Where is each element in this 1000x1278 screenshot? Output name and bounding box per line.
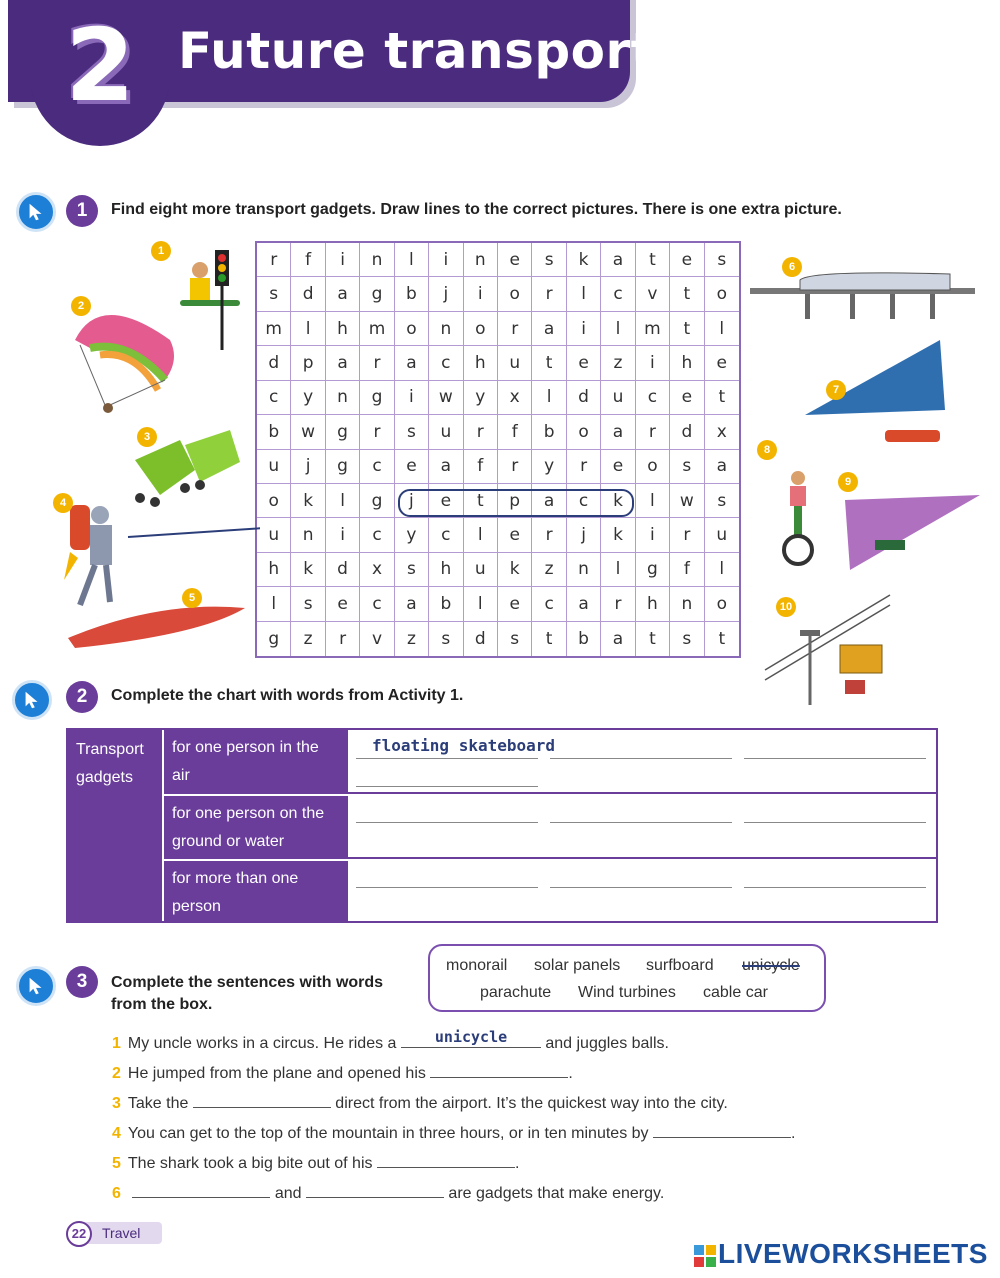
grid-cell[interactable]: e xyxy=(601,450,635,484)
grid-cell[interactable]: t xyxy=(718,628,726,649)
grid-cell[interactable]: m xyxy=(257,312,291,346)
sentence-text: direct from the airport. It’s the quickest way into the city. xyxy=(335,1095,728,1112)
grid-cell[interactable]: c xyxy=(360,587,394,621)
answer-line[interactable] xyxy=(356,786,538,787)
word-box-item: Wind turbines xyxy=(578,984,676,1001)
grid-cell[interactable]: h xyxy=(257,553,291,587)
section-tab: Travel xyxy=(80,1222,162,1244)
grid-cell[interactable]: d xyxy=(567,381,601,415)
grid-cell[interactable]: e xyxy=(498,518,532,552)
grid-cell[interactable]: n xyxy=(326,381,360,415)
grid-cell[interactable]: n xyxy=(291,518,325,552)
grid-cell[interactable]: z xyxy=(532,553,566,587)
grid-cell[interactable]: d xyxy=(670,415,704,449)
grid-cell[interactable]: w xyxy=(429,381,463,415)
grid-cell[interactable]: k xyxy=(567,243,601,277)
left-pictures xyxy=(40,230,260,670)
grid-cell[interactable]: i xyxy=(567,312,601,346)
sentence-number: 5 xyxy=(112,1155,121,1172)
grid-cell[interactable]: l xyxy=(705,553,739,587)
grid-cell[interactable]: d xyxy=(257,346,291,380)
picture-number: 10 xyxy=(776,597,796,617)
grid-cell[interactable]: g xyxy=(326,450,360,484)
chart-row-label: for one person on the ground or water xyxy=(164,794,348,857)
activity-number: 3 xyxy=(66,966,98,998)
grid-cell[interactable]: a xyxy=(567,587,601,621)
sentence xyxy=(112,1092,728,1113)
grid-cell[interactable]: l xyxy=(291,312,325,346)
chart-answer[interactable]: floating skateboard xyxy=(372,736,556,755)
grid-cell[interactable]: r xyxy=(464,415,498,449)
grid-cell[interactable]: o xyxy=(395,312,429,346)
surfboard-picture xyxy=(68,607,245,648)
grid-cell[interactable]: e xyxy=(498,243,532,277)
sentence-text: The shark took a big bite out of his xyxy=(127,1155,373,1172)
grid-cell[interactable]: c xyxy=(532,587,566,621)
sentence-text: . xyxy=(791,1125,796,1142)
grid-cell[interactable]: y xyxy=(464,381,498,415)
grid-cell[interactable]: u xyxy=(498,346,532,380)
grid-cell[interactable]: t xyxy=(636,243,670,277)
grid-cell[interactable]: e xyxy=(498,587,532,621)
grid-cell[interactable]: f xyxy=(498,415,532,449)
grid-cell[interactable]: r xyxy=(567,450,601,484)
word-box-item: parachute xyxy=(480,984,552,1001)
grid-cell[interactable]: a xyxy=(601,415,635,449)
grid-cell[interactable]: g xyxy=(360,381,394,415)
chart-row-label: for one person in the air xyxy=(164,730,348,792)
picture-number: 1 xyxy=(151,241,171,261)
word-box-item-used: unicycle xyxy=(742,957,800,974)
answer-line[interactable] xyxy=(550,822,732,823)
grid-cell[interactable]: t xyxy=(636,622,670,656)
grid-cell[interactable]: b xyxy=(257,415,291,449)
sentence-number: 6 xyxy=(112,1185,121,1202)
hang-glider-picture xyxy=(845,495,980,570)
answer-line[interactable] xyxy=(550,887,732,888)
grid-cell[interactable]: i xyxy=(636,518,670,552)
grid-cell[interactable]: a xyxy=(532,484,566,518)
activity-instruction: Complete the chart with words from Activity 1. xyxy=(111,687,464,704)
brand-name: LIVEWORKSHEETS xyxy=(718,1238,988,1269)
grid-cell[interactable]: e xyxy=(705,346,739,380)
grid-cell[interactable]: x xyxy=(498,381,532,415)
grid-cell[interactable]: j xyxy=(291,450,325,484)
picture-number: 5 xyxy=(182,588,202,608)
grid-cell[interactable]: d xyxy=(291,277,325,311)
sentence-text: . xyxy=(568,1065,573,1082)
word-box-item: surfboard xyxy=(646,957,714,974)
grid-cell[interactable]: u xyxy=(257,450,291,484)
word-box-item: cable car xyxy=(703,984,768,1001)
grid-cell[interactable]: k xyxy=(601,518,635,552)
grid-cell[interactable]: t xyxy=(464,484,498,518)
grid-cell[interactable]: i xyxy=(326,243,360,277)
brand-logo xyxy=(694,1238,988,1270)
grid-cell[interactable]: r xyxy=(532,277,566,311)
grid-cell[interactable]: x xyxy=(360,553,394,587)
grid-cell[interactable]: y xyxy=(532,450,566,484)
activity-instruction: Find eight more transport gadgets. Draw lines to the correct pictures. There is one extra picture. xyxy=(111,201,842,218)
picture-number: 8 xyxy=(757,440,777,460)
grid-cell[interactable]: k xyxy=(498,553,532,587)
grid-cell[interactable]: n xyxy=(360,243,394,277)
grid-cell[interactable]: a xyxy=(326,277,360,311)
grid-cell[interactable]: u xyxy=(257,518,291,552)
grid-cell[interactable]: e xyxy=(395,450,429,484)
grid-cell[interactable]: j xyxy=(567,518,601,552)
grid-cell[interactable]: o xyxy=(567,415,601,449)
grid-cell[interactable]: c xyxy=(601,277,635,311)
picture-number: 4 xyxy=(53,493,73,513)
grid-cell[interactable]: r xyxy=(326,622,360,656)
grid-cell[interactable]: l xyxy=(636,484,670,518)
chart-row xyxy=(164,794,938,859)
right-pictures xyxy=(750,250,990,720)
sentence xyxy=(112,1152,519,1173)
grid-cell[interactable]: r xyxy=(636,415,670,449)
grid-cell[interactable]: n xyxy=(464,243,498,277)
grid-cell[interactable]: h xyxy=(636,587,670,621)
grid-cell[interactable]: r xyxy=(532,518,566,552)
grid-cell[interactable]: s xyxy=(395,553,429,587)
sentence xyxy=(112,1182,664,1203)
chart-row-label: for more than one person xyxy=(164,859,348,921)
sentence-number: 3 xyxy=(112,1095,121,1112)
grid-cell[interactable]: s xyxy=(291,587,325,621)
jetpack-picture xyxy=(64,505,260,605)
grid-cell[interactable]: o xyxy=(498,277,532,311)
activity-number: 2 xyxy=(66,681,98,713)
grid-cell[interactable]: k xyxy=(601,484,635,518)
answer-blank[interactable] xyxy=(377,1152,515,1168)
grid-cell[interactable]: z xyxy=(291,622,325,656)
grid-cell[interactable]: n xyxy=(567,553,601,587)
sentence-text: and juggles balls. xyxy=(545,1035,669,1052)
answer-line[interactable] xyxy=(356,887,538,888)
sentence-number: 4 xyxy=(112,1125,121,1142)
liveworksheets-icon xyxy=(694,1245,716,1267)
sentence xyxy=(112,1122,795,1143)
answer-text: unicycle xyxy=(434,1028,508,1046)
grid-cell[interactable]: e xyxy=(670,381,704,415)
grid-cell[interactable]: p xyxy=(291,346,325,380)
answer-blank[interactable] xyxy=(193,1092,331,1108)
grid-cell[interactable]: s xyxy=(429,622,463,656)
grid-cell[interactable]: i xyxy=(464,277,498,311)
grid-cell[interactable]: l xyxy=(464,518,498,552)
sentence xyxy=(112,1028,669,1053)
grid-cell[interactable]: c xyxy=(429,346,463,380)
grid-cell[interactable]: z xyxy=(601,346,635,380)
grid-cell[interactable]: d xyxy=(464,622,498,656)
picture-number: 7 xyxy=(826,380,846,400)
grid-cell[interactable]: n xyxy=(429,312,463,346)
grid-cell[interactable]: b xyxy=(429,587,463,621)
grid-cell[interactable]: h xyxy=(670,346,704,380)
sentence-text: My uncle works in a circus. He rides a xyxy=(127,1035,397,1052)
grid-cell[interactable]: r xyxy=(360,346,394,380)
grid-cell[interactable]: r xyxy=(257,243,291,277)
grid-cell[interactable]: u xyxy=(464,553,498,587)
grid-cell[interactable]: l xyxy=(532,381,566,415)
grid-cell[interactable]: b xyxy=(567,622,601,656)
grid-cell[interactable]: k xyxy=(291,484,325,518)
word-box xyxy=(428,944,826,1012)
grid-cell[interactable]: g xyxy=(360,277,394,311)
parachute-picture xyxy=(75,315,174,413)
grid-cell[interactable]: g xyxy=(636,553,670,587)
answer-blank[interactable] xyxy=(132,1182,270,1198)
grid-cell[interactable]: i xyxy=(326,518,360,552)
answer-line[interactable] xyxy=(744,758,926,759)
grid-cell[interactable]: l xyxy=(601,553,635,587)
picture-number: 3 xyxy=(137,427,157,447)
grid-cell[interactable]: f xyxy=(291,243,325,277)
picture-number: 6 xyxy=(782,257,802,277)
grid-cell[interactable]: v xyxy=(360,622,394,656)
grid-cell[interactable]: r xyxy=(601,587,635,621)
grid-cell[interactable]: f xyxy=(464,450,498,484)
grid-cell[interactable]: y xyxy=(395,518,429,552)
grid-cell[interactable]: l xyxy=(705,312,739,346)
grid-cell[interactable]: g xyxy=(326,415,360,449)
grid-cell[interactable]: i xyxy=(429,243,463,277)
grid-cell[interactable]: z xyxy=(395,622,429,656)
grid-cell[interactable]: s xyxy=(670,450,704,484)
grid-cell[interactable]: i xyxy=(636,346,670,380)
floating-skateboard-picture xyxy=(180,250,240,350)
grid-cell[interactable]: s xyxy=(395,415,429,449)
grid-cell[interactable]: g xyxy=(360,484,394,518)
answer-line[interactable] xyxy=(356,758,538,759)
grid-cell[interactable]: s xyxy=(705,243,739,277)
grid-cell[interactable]: p xyxy=(498,484,532,518)
sentence-number: 2 xyxy=(112,1065,121,1082)
grid-cell[interactable]: j xyxy=(395,484,429,518)
grid-cell[interactable]: t xyxy=(532,346,566,380)
grid-cell[interactable]: a xyxy=(429,450,463,484)
answer-line[interactable] xyxy=(744,887,926,888)
grid-cell[interactable]: a xyxy=(395,587,429,621)
grid-cell[interactable]: x xyxy=(705,415,739,449)
grid-cell[interactable]: v xyxy=(636,277,670,311)
grid-cell[interactable]: c xyxy=(567,484,601,518)
transport-chart xyxy=(66,728,938,923)
chart-header: Transport gadgets xyxy=(68,730,164,921)
grid-cell[interactable]: l xyxy=(567,277,601,311)
grid-cell[interactable]: c xyxy=(429,518,463,552)
page-number: 22 xyxy=(66,1221,92,1247)
page-title: Future transport xyxy=(178,22,656,80)
grid-cell[interactable]: h xyxy=(464,346,498,380)
sentence-text: You can get to the top of the mountain in three hours, or in ten minutes by xyxy=(127,1125,649,1142)
grid-cell[interactable]: r xyxy=(498,450,532,484)
grid-cell[interactable]: w xyxy=(291,415,325,449)
grid-cell[interactable]: s xyxy=(705,484,739,518)
sentence-text: He jumped from the plane and opened his xyxy=(127,1065,426,1082)
grid-cell[interactable]: a xyxy=(395,346,429,380)
grid-cell[interactable]: m xyxy=(636,312,670,346)
grid-cell[interactable]: u xyxy=(429,415,463,449)
cursor-icon[interactable] xyxy=(12,680,52,720)
grid-cell[interactable]: a xyxy=(601,622,635,656)
chart-row xyxy=(164,859,938,921)
word-search-grid[interactable] xyxy=(255,241,741,658)
monorail-picture xyxy=(750,273,975,319)
grid-cell[interactable]: c xyxy=(360,518,394,552)
grid-cell[interactable]: s xyxy=(670,622,704,656)
answer-blank[interactable] xyxy=(653,1122,791,1138)
picture-number: 2 xyxy=(71,296,91,316)
grid-cell[interactable]: a xyxy=(601,243,635,277)
grid-cell[interactable]: t xyxy=(670,312,704,346)
grid-cell[interactable]: d xyxy=(326,553,360,587)
sentence-text: are gadgets that make energy. xyxy=(448,1185,665,1202)
cursor-icon[interactable] xyxy=(16,192,56,232)
grid-cell[interactable]: k xyxy=(291,553,325,587)
picture-number: 9 xyxy=(838,472,858,492)
unit-number: 2 xyxy=(65,7,135,124)
grid-cell[interactable]: e xyxy=(567,346,601,380)
grid-cell[interactable]: l xyxy=(326,484,360,518)
grid-cell[interactable]: e xyxy=(429,484,463,518)
answer-blank[interactable] xyxy=(430,1062,568,1078)
word-box-item: solar panels xyxy=(534,957,621,974)
grid-cell[interactable]: r xyxy=(670,518,704,552)
sentence-text: Take the xyxy=(127,1095,189,1112)
grid-cell[interactable]: n xyxy=(670,587,704,621)
sentence xyxy=(112,1062,573,1083)
sentence-number: 1 xyxy=(112,1035,121,1052)
activity-instruction: Complete the sentences with words from the box. xyxy=(111,974,384,1013)
grid-cell[interactable]: t xyxy=(705,381,739,415)
jetpack-answer-ring xyxy=(398,489,634,517)
grid-cell[interactable]: l xyxy=(395,243,429,277)
grid-cell[interactable]: u xyxy=(601,381,635,415)
answer-blank[interactable] xyxy=(306,1182,444,1198)
unicycle-picture xyxy=(784,471,812,564)
word-box-item: monorail xyxy=(446,957,508,974)
grid-cell[interactable]: o xyxy=(464,312,498,346)
grid-cell[interactable]: i xyxy=(395,381,429,415)
sentence-text: . xyxy=(514,1155,520,1172)
grid-cell[interactable]: o xyxy=(636,450,670,484)
cursor-icon[interactable] xyxy=(16,966,56,1006)
grid-cell[interactable]: c xyxy=(257,381,291,415)
grid-cell[interactable]: a xyxy=(532,312,566,346)
grid-cell[interactable]: u xyxy=(705,518,739,552)
grid-cell[interactable]: c xyxy=(360,450,394,484)
answer-blank[interactable] xyxy=(401,1028,541,1048)
grid-cell[interactable]: r xyxy=(498,312,532,346)
grid-cell[interactable]: t xyxy=(670,277,704,311)
grid-cell[interactable]: t xyxy=(532,622,566,656)
answer-line[interactable] xyxy=(744,822,926,823)
grid-cell[interactable]: b xyxy=(532,415,566,449)
answer-line[interactable] xyxy=(356,822,538,823)
grid-cell[interactable]: b xyxy=(395,277,429,311)
grid-cell[interactable]: y xyxy=(291,381,325,415)
grid-cell[interactable]: s xyxy=(532,243,566,277)
grid-cell[interactable]: l xyxy=(601,312,635,346)
grid-cell[interactable]: l xyxy=(464,587,498,621)
grid-cell[interactable]: a xyxy=(326,346,360,380)
grid-cell[interactable]: w xyxy=(670,484,704,518)
answer-line[interactable] xyxy=(550,758,732,759)
grid-cell[interactable]: j xyxy=(429,277,463,311)
grid-cell[interactable]: g xyxy=(257,622,291,656)
grid-cell[interactable]: f xyxy=(670,553,704,587)
grid-cell[interactable]: o xyxy=(705,277,739,311)
grid-cell[interactable]: e xyxy=(670,243,704,277)
grid-cell[interactable]: l xyxy=(257,587,291,621)
grid-cell[interactable]: a xyxy=(705,450,739,484)
sentence-text: and xyxy=(274,1185,302,1202)
grid-cell[interactable]: o xyxy=(257,484,291,518)
grid-cell[interactable]: r xyxy=(360,415,394,449)
chart-row xyxy=(164,730,938,794)
grid-cell[interactable]: o xyxy=(705,587,739,621)
grid-cell[interactable]: c xyxy=(636,381,670,415)
grid-cell[interactable]: s xyxy=(498,622,532,656)
grid-cell[interactable]: e xyxy=(326,587,360,621)
grid-cell[interactable]: h xyxy=(326,312,360,346)
grid-cell[interactable]: s xyxy=(257,277,291,311)
grid-cell[interactable]: m xyxy=(360,312,394,346)
activity-number: 1 xyxy=(66,195,98,227)
grid-cell[interactable]: h xyxy=(429,553,463,587)
